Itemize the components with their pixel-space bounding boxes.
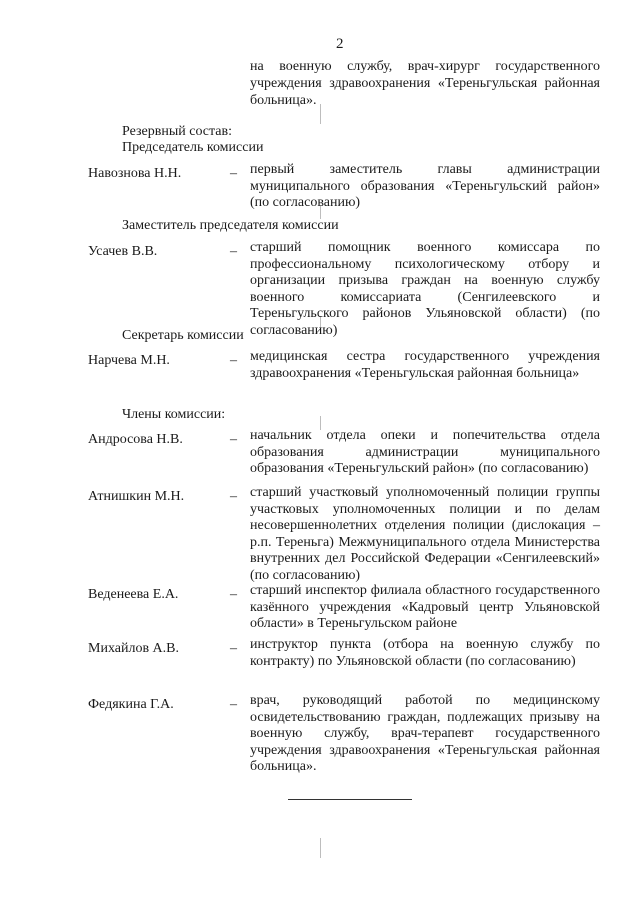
member-name: Михайлов А.В. <box>88 641 180 656</box>
member-description: медицинская сестра государственного учреждения здравоохранения «Тереньгульская районная больница» <box>250 349 600 381</box>
member-description: инструктор пункта (отбора на военную службу по контракту) по Ульяновской области (по согласованию) <box>250 637 600 669</box>
section-chairman: Председатель комиссии <box>122 140 264 155</box>
dash: – <box>230 587 237 602</box>
dash: – <box>230 697 237 712</box>
member-description: старший инспектор филиала областного государственного казённого учреждения «Кадровый центр Ульяновской области» в Тереньгульском районе <box>250 583 600 631</box>
member-description: первый заместитель главы администрации муниципального образования «Тереньгульский район» (по согласованию) <box>250 162 600 210</box>
dash: – <box>230 244 237 259</box>
dash: – <box>230 641 237 656</box>
member-description: врач, руководящий работой по медицинскому освидетельствованию граждан, подлежащих призыву на военную службу, врач-терапевт государственного учреждения здравоохранения «Тереньгульская районная больница». <box>250 693 600 774</box>
member-name: Навознова Н.Н. <box>88 166 182 181</box>
closing-rule <box>288 799 412 800</box>
section-deputy: Заместитель председателя комиссии <box>122 218 339 233</box>
dash: – <box>230 432 237 447</box>
member-name: Усачев В.В. <box>88 244 158 259</box>
member-name: Атнишкин М.Н. <box>88 489 185 504</box>
member-name: Нарчева М.Н. <box>88 353 170 368</box>
page-number: 2 <box>336 36 344 52</box>
fold-mark <box>320 838 321 858</box>
member-name: Федякина Г.А. <box>88 697 174 712</box>
dash: – <box>230 489 237 504</box>
dash: – <box>230 353 237 368</box>
member-name: Веденеева Е.А. <box>88 587 179 602</box>
section-members: Члены комиссии: <box>122 407 226 422</box>
dash: – <box>230 166 237 181</box>
member-description: старший участковый уполномоченный полиции группы участковых уполномоченных полиции и по делам несовершеннолетних отделения полиции (дислокация – р.п. Тереньга) Межмуниципального отдела Министерства внутренних дел Российской Федерации «Сенгилеевский» (по согласованию) <box>250 485 600 583</box>
member-name: Андросова Н.В. <box>88 432 183 447</box>
section-reserve: Резервный состав: <box>122 124 233 139</box>
section-secretary: Секретарь комиссии <box>122 328 244 343</box>
member-description: начальник отдела опеки и попечительства отдела образования администрации муниципального образования «Тереньгульский район» (по согласованию) <box>250 428 600 476</box>
intro-text: на военную службу, врач-хирург государственного учреждения здравоохранения «Тереньгульская районная больница». <box>250 59 600 108</box>
member-description: старший помощник военного комиссара по профессиональному психологическому отбору и организации призыва граждан на военную службу военного комиссариата (Сенгилеевского и Тереньгульского районов Ульяновской области) (по согласованию) <box>250 240 600 338</box>
